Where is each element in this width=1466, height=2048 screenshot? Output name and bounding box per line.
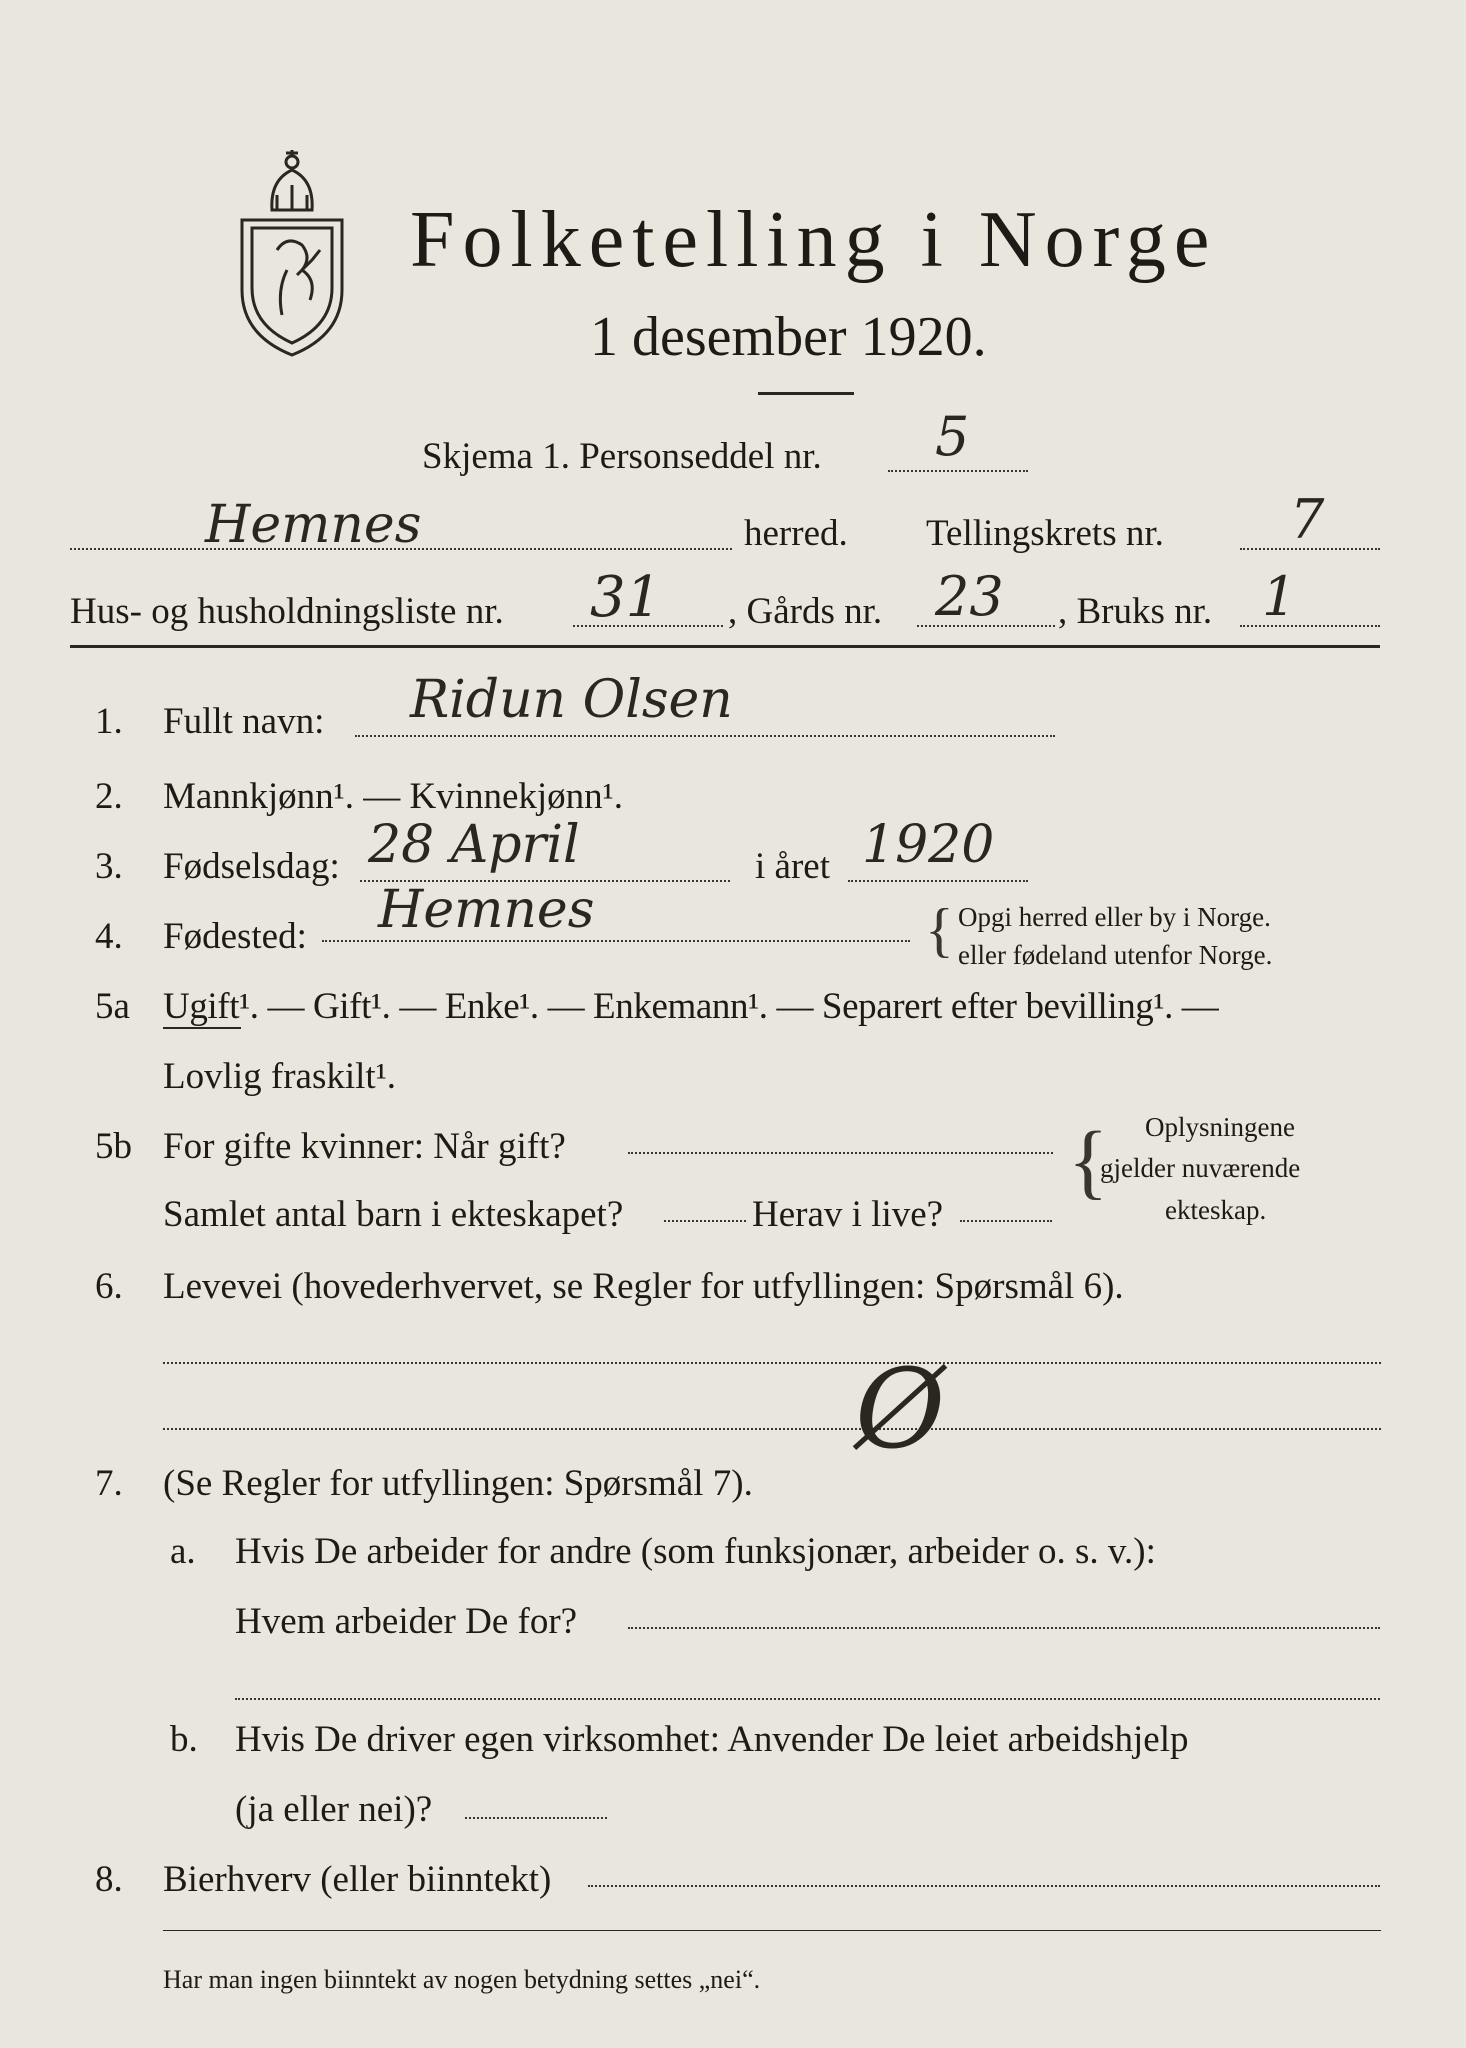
q5b-alive-field-line [960,1220,1052,1222]
q5b-label: For gifte kvinner: Når gift? [163,1126,566,1167]
tellingskrets-nr-value[interactable]: 7 [1290,488,1325,551]
bruks-label: , Bruks nr. [1058,591,1213,632]
census-date: 1 desember 1920. [590,306,987,368]
coat-of-arms-icon [232,140,352,360]
hus-nr-value[interactable]: 31 [590,565,662,630]
gards-nr-value[interactable]: 23 [935,565,1004,628]
herred-value[interactable]: Hemnes [205,495,422,555]
q3-label: Fødselsdag: [163,846,340,887]
personseddel-field-line [888,470,1028,472]
title-divider [758,392,854,395]
bruks-field-line [1240,625,1380,627]
q7-number: 7. [95,1463,123,1504]
q5a-label-line2: Lovlig fraskilt¹. [163,1056,397,1097]
q5b-note-line1: Oplysningene [1145,1112,1295,1142]
q7a-label-line2: Hvem arbeider De for? [235,1601,578,1642]
q1-field-line [355,735,1055,737]
q3-year-field-line [848,880,1028,882]
q3-number: 3. [95,846,123,887]
q4-brace: { [925,897,954,963]
q8-label: Bierhverv (eller biinntekt) [163,1859,552,1900]
q7b-field-line [465,1817,607,1819]
q5b-brace: { [1068,1115,1109,1208]
q5b-note-line3: ekteskap. [1165,1195,1267,1225]
q7b-number: b. [170,1719,198,1760]
q5b-note-line2: gjelder nuværende [1100,1153,1301,1183]
header-divider [70,645,1380,648]
q6-number: 6. [95,1266,123,1307]
gards-label: , Gårds nr. [728,591,883,632]
q8-number: 8. [95,1859,123,1900]
q7b-label: Hvis De driver egen virksomhet: Anvender De leiet arbeidshjelp [235,1719,1189,1760]
form-title: Folketelling i Norge [410,196,1218,284]
q4-label: Fødested: [163,916,307,957]
q7-label: (Se Regler for utfyllingen: Spørsmål 7). [163,1463,753,1504]
q2-label: Mannkjønn¹. — Kvinnekjønn¹. [163,776,623,817]
birthplace-value[interactable]: Hemnes [378,880,595,940]
q5a-label: Ugift¹. — Gift¹. — Enke¹. — Enkemann¹. — Separert efter bevilling¹. — [163,986,1219,1027]
q5b-children-field-line [664,1220,746,1222]
q7a-field-line [628,1627,1380,1629]
q8-field-line [588,1885,1380,1887]
full-name-value[interactable]: Ridun Olsen [410,670,733,730]
q1-number: 1. [95,701,123,742]
occupation-value[interactable]: Ø [855,1345,946,1473]
q7b-label-line2: (ja eller nei)? [235,1789,433,1830]
q5b-label-line2: Samlet antal barn i ekteskapet? [163,1194,624,1235]
hus-label: Hus- og husholdningsliste nr. [70,591,504,632]
q5b-field-line [628,1152,1053,1154]
q5b-number: 5b [95,1126,132,1167]
q4-note-line2: eller fødeland utenfor Norge. [958,940,1273,970]
q1-label: Fullt navn: [163,701,325,742]
personseddel-nr-value[interactable]: 5 [935,405,970,468]
q5a-number: 5a [95,986,130,1027]
q5b-label-line3: Herav i live? [752,1194,944,1235]
q2-number: 2. [95,776,123,817]
birth-year-value[interactable]: 1920 [862,815,995,875]
tellingskrets-label: Tellingskrets nr. [926,513,1164,554]
q4-field-line [322,940,910,942]
q7a-label: Hvis De arbeider for andre (som funksjonær, arbeider o. s. v.): [235,1531,1156,1572]
skjema-label: Skjema 1. Personseddel nr. [422,436,822,477]
ugift-underline [163,1027,241,1029]
q7a-field-line2 [235,1698,1380,1700]
q7a-number: a. [170,1531,196,1572]
bruks-nr-value[interactable]: 1 [1262,565,1297,628]
q4-number: 4. [95,916,123,957]
q3-year-label: i året [755,846,830,887]
birth-date-value[interactable]: 28 April [368,815,580,875]
q4-note-line1: Opgi herred eller by i Norge. [958,902,1271,932]
q6-label: Levevei (hovederhvervet, se Regler for utfyllingen: Spørsmål 6). [163,1266,1124,1307]
herred-label: herred. [744,513,848,554]
q6-field-line1 [163,1362,1381,1364]
footer-divider [163,1930,1381,1931]
q6-field-line2 [163,1428,1381,1430]
footer-note: Har man ingen biinntekt av nogen betydning settes „nei“. [163,1965,761,1994]
